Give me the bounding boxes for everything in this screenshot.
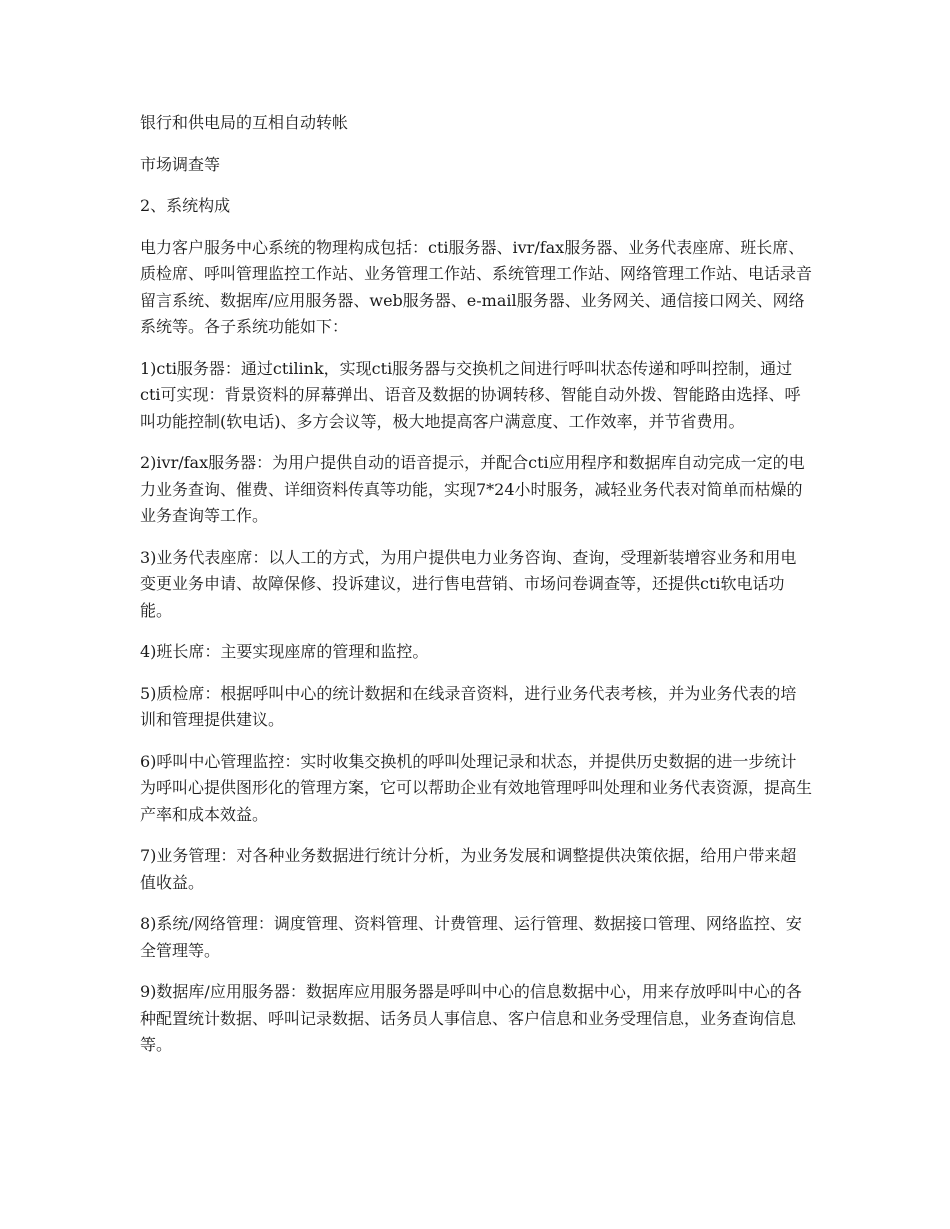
paragraph-bank-transfer: 银行和供电局的互相自动转帐 (140, 113, 349, 132)
list-item-ivr-fax-server: 2)ivr/fax服务器：为用户提供自动的语音提示，并配合cti应用程序和数据库自动完成一定的电力业务查询、催费、详细资料传真等功能，实现7*24小时服务，减轻业务代表对简单而枯燥的业务查询等工作。 (140, 453, 805, 525)
document-page (140, 110, 812, 1074)
paragraph-market-survey: 市场调查等 (140, 154, 221, 174)
list-item-business-management: 7)业务管理：对各种业务数据进行统计分析，为业务发展和调整提供决策依据，给用户带来超值收益。 (140, 846, 797, 892)
section-heading-system-composition: 2、系统构成 (140, 196, 231, 215)
list-item-quality-inspection-seat: 5)质检席：根据呼叫中心的统计数据和在线录音资料，进行业务代表考核，并为业务代表的培训和管理提供建议。 (140, 683, 797, 729)
list-item-system-network-management: 8)系统/网络管理：调度管理、资料管理、计费管理、运行管理、数据接口管理、网络监控、安全管理等。 (140, 914, 802, 960)
list-item-database-application-server: 9)数据库/应用服务器：数据库应用服务器是呼叫中心的信息数据中心，用来存放呼叫中心的各种配置统计数据、呼叫记录数据、话务员人事信息、客户信息和业务受理信息，业务查询信息等。 (140, 982, 802, 1054)
list-item-cti-server: 1)cti服务器：通过ctilink，实现cti服务器与交换机之间进行呼叫状态传递和呼叫控制，通过cti可实现：背景资料的屏幕弹出、语音及数据的协调转移、智能自动外拨、智能路由选择、呼叫功能控制(软电话)、多方会议等，极大地提高客户满意度、工作效率，并节省费用。 (140, 358, 801, 431)
list-item-call-center-monitoring: 6)呼叫中心管理监控：实时收集交换机的呼叫处理记录和状态，并提供历史数据的进一步统计为呼叫心提供图形化的管理方案，它可以帮助企业有效地管理呼叫处理和业务代表资源，提高生产率和成本效益。 (140, 751, 813, 824)
list-item-agent-seat: 3)业务代表座席：以人工的方式，为用户提供电力业务咨询、查询，受理新装增容业务和用电变更业务申请、故障保修、投诉建议，进行售电营销、市场问卷调查等，还提供cti软电话功能。 (140, 547, 797, 620)
list-item-team-leader-seat: 4)班长席：主要实现座席的管理和监控。 (140, 642, 429, 661)
paragraph-physical-composition: 电力客户服务中心系统的物理构成包括：cti服务器、ivr/fax服务器、业务代表座席、班长席、质检席、呼叫管理监控工作站、业务管理工作站、系统管理工作站、网络管理工作站、电话录音留言系统、数据库/应用服务器、web服务器、e-mail服务器、业务网关、通信接口网关、网络系统等。各子系统功能如下： (140, 237, 813, 336)
